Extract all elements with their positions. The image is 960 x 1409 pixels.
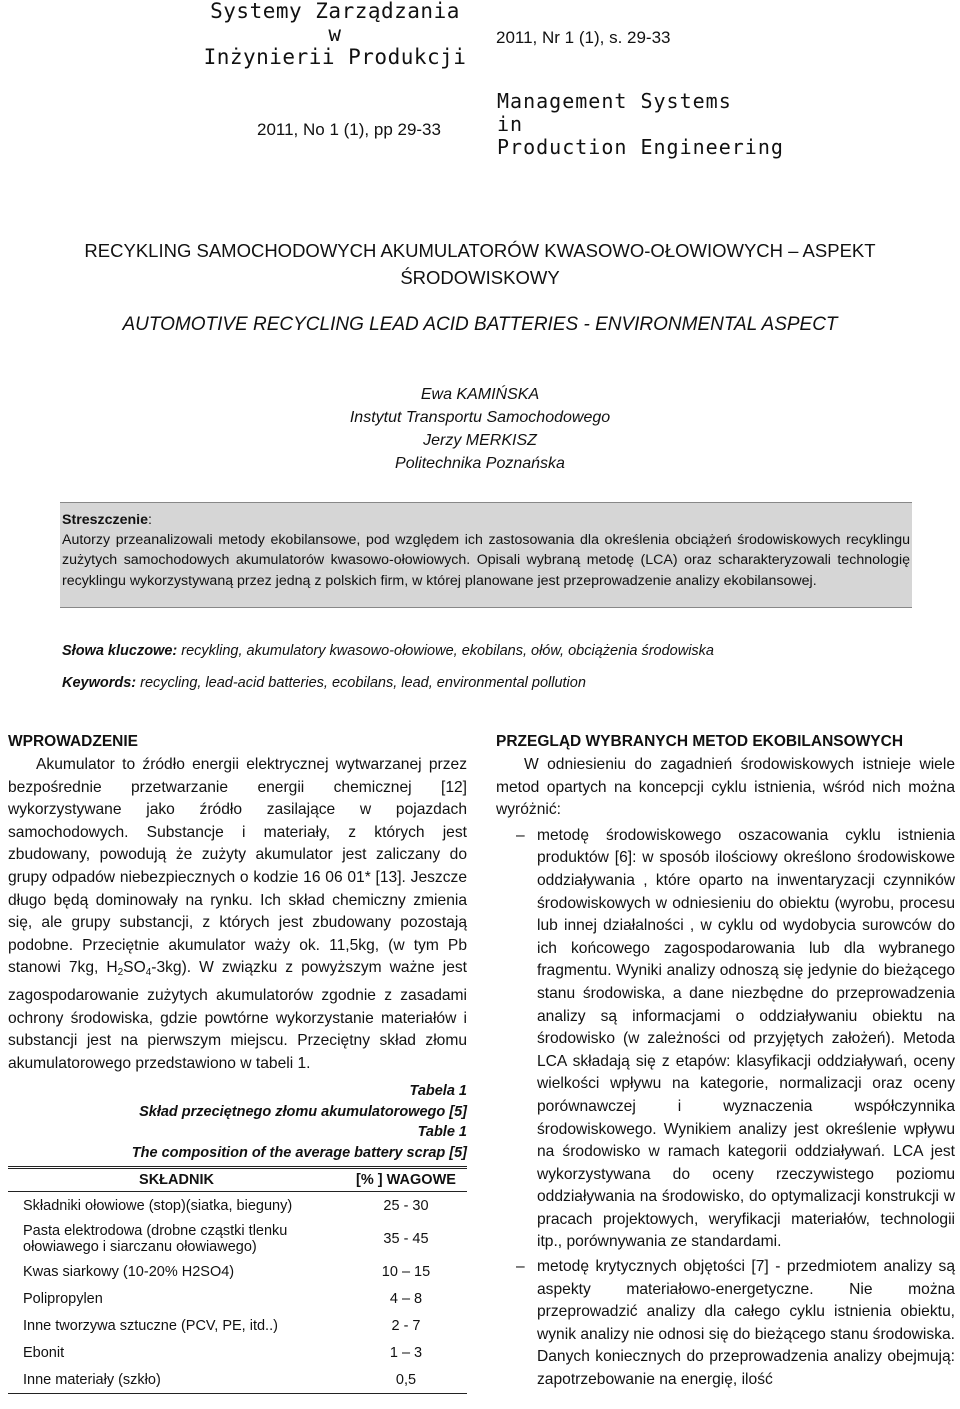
list-item-text: metodę środowiskowego oszacowania cyklu istnienia produktów [6]: w sposób ilościowy określono środowiskowe oddziaływania , które oparto na inwentaryzacji czynników środowiskowych w odniesieniu do obiektu (wyrobu, procesu lub innej działalności , w cyklu od wydobycia surowców do ich końcowego zagospodarowania lub dla wybranego fragmentu. Wyniki analizy odnoszą się jedynie do bieżącego stanu środowiska, a dane niezbędne do przeprowadzenia analizy są informacjami o oddziaływaniu obiektu na środowisko (w zależności od przyjętych założeń). Metoda LCA składają się z etapów: klasyfikacji oddziaływań, oceny wielkości wpływu na kategorie, normalizacji oraz oceny porównawczej i wyznaczenia współczynnika środowiskowego. Wynikiem analizy jest określenie wpływu na środowisko w ramach kategorii oddziaływań. LCA jest wykorzystywana do oceny rzeczywistego poziomu oddziaływania na środowisko, do optymalizacji konstrukcji w pracach projektowych, weryfikacji materiałów, technologii itp., porównywania ze standardami.: [537, 826, 955, 1251]
journal-title-pl-line: w: [328, 22, 342, 46]
table-cell-value: 35 - 45: [383, 1231, 429, 1248]
table-cell-name: Kwas siarkowy (10-20% H2SO4): [23, 1264, 235, 1281]
abstract-label: Streszczenie: [62, 512, 148, 528]
table-row: [8, 1219, 467, 1258]
journal-title-en-line: in: [497, 112, 524, 136]
list-item-text: metodę krytycznych objętości [7] - przedmiotem analizy są aspekty materiałowo-energetyczne. Nie można przeprowadzić analizy dla całego cyklu istnienia obiektu, wynik analizy nie odnosi się do bieżącego stanu środowiska. Danych koniecznych do przeprowadzenia analizy obejmują: zapotrzebowanie na energię, ilość: [537, 1258, 955, 1389]
table-row: [8, 1339, 467, 1366]
journal-title-pl: [200, 0, 470, 69]
list-item: [496, 825, 955, 1254]
citation-en: 2011, No 1 (1), pp 29-33: [257, 120, 441, 139]
journal-title-pl-line: Systemy Zarządzania: [210, 0, 460, 23]
table-caption-en-num: Table 1: [417, 1124, 467, 1141]
author-name: Jerzy MERKISZ: [423, 432, 537, 449]
dash-bullet: –: [516, 1258, 525, 1276]
table-cell-value: 1 – 3: [389, 1345, 423, 1362]
method-list: [496, 825, 955, 1392]
journal-title-en-line: Production Engineering: [497, 135, 784, 159]
author-affiliation: Politechnika Poznańska: [395, 455, 565, 472]
keywords-pl: [62, 643, 714, 659]
journal-title-en-line: Management Systems: [497, 89, 732, 113]
table-row: [8, 1366, 467, 1394]
table-cell-name: Składniki ołowiowe (stop)(siatka, bieguny): [23, 1198, 293, 1215]
table-cell-value: 0,5: [345, 1366, 467, 1394]
table-cell-name: Ebonit: [23, 1345, 65, 1362]
left-column: [8, 733, 467, 1394]
table-caption-pl-num: Tabela 1: [409, 1083, 467, 1100]
table-header-row: [8, 1168, 467, 1192]
abstract-colon: :: [147, 512, 152, 528]
author-name: Ewa KAMIŃSKA: [420, 386, 540, 403]
citation-pl: 2011, Nr 1 (1), s. 29-33: [496, 28, 671, 47]
table-cell-name: Inne tworzywa sztuczne (PCV, PE, itd..): [23, 1318, 278, 1335]
table-cell-name: Pasta elektrodowa (drobne cząstki tlenku ołowiawego i siarczanu ołowiawego): [23, 1223, 288, 1256]
table-header: [% ] WAGOWE: [345, 1168, 467, 1192]
table-row: [8, 1258, 467, 1285]
review-intro: W odniesieniu do zagadnień środowiskowych istnieje wiele metod opartych na koncepcji cyklu istnienia, wśród nich można wyróżnić:: [496, 756, 955, 819]
keywords-en-label: Keywords:: [62, 675, 137, 691]
keywords-pl-text: recykling, akumulatory kwasowo-ołowiowe, ekobilans, ołów, obciążenia środowiska: [177, 643, 714, 659]
table-caption-pl: Skład przeciętnego złomu akumulatorowego [5]: [139, 1103, 467, 1120]
intro-text-a: Akumulator to źródło energii elektrycznej wytwarzanej przez bezpośrednie przetwarzanie energii chemicznej [12] wykorzystywane jako źródło zasilające w pojazdach samochodowych. Substancje i materiały, z których jest zbudowany, powodują że zużyty akumulator jest zaliczany do grupy odpadów niebezpiecznych o kodzie 16 06 01* [13]. Jeszcze długo będą dominowały na rynku. Ich skład chemiczny zmienia się, ale grupy substancji, z których jest zbudowany pozostają podobne. Przeciętnie akumulator waży ok. 11,5kg, (w tym Pb stanowi 7kg, H: [8, 756, 467, 977]
table-cell-name: Inne materiały (szkło): [8, 1366, 345, 1394]
subscript-4: 4: [145, 967, 152, 979]
dash-bullet: –: [516, 826, 525, 844]
section-heading-review: PRZEGLĄD WYBRANYCH METOD EKOBILANSOWYCH: [496, 733, 904, 750]
table-cell-value: 25 - 30: [383, 1198, 429, 1215]
table-caption-en: The composition of the average battery scrap [5]: [131, 1144, 467, 1161]
table-caption: [8, 1081, 467, 1163]
journal-title-en: [497, 90, 784, 159]
keywords-en-text: recycling, lead-acid batteries, ecobilans, lead, environmental pollution: [136, 675, 586, 691]
intro-text-b: -3kg). W związku z powyższym ważne jest zagospodarowanie zużytych akumulatorów zgodnie z zasadami ochrony środowiska, gdzie powtórne wykorzystanie materiałów i substancji jest na pierwszym miejscu. Przeciętny skład złomu akumulatorowego przedstawiono w tabeli 1.: [8, 959, 467, 1072]
intro-so: SO: [123, 959, 146, 977]
list-item: [496, 1256, 955, 1392]
abstract-text: Autorzy przeanalizowali metody ekobilansowe, pod względem ich zastosowania dla określenia obciążeń środowiskowych recyklingu zużytych samochodowych akumulatorów kwasowo-ołowiowych. Opisali wybraną metodę (LCA) oraz scharakteryzowali technologię recyklingu wykorzystywaną przez jedną z polskich firm, w której planowane jest przeprowadzenie analizy ekobilansowej.: [62, 532, 910, 589]
intro-paragraph: [8, 754, 467, 1075]
table-row: [8, 1285, 467, 1312]
authors-block: [0, 383, 960, 475]
right-column: [496, 733, 955, 1394]
composition-table: [8, 1166, 467, 1394]
table-cell-value: 10 – 15: [381, 1264, 431, 1281]
table-header: SKŁADNIK: [8, 1168, 345, 1192]
article-title-en: AUTOMOTIVE RECYCLING LEAD ACID BATTERIES - ENVIRONMENTAL ASPECT: [122, 314, 838, 335]
subscript-2: 2: [117, 967, 124, 979]
keywords-pl-label: Słowa kluczowe:: [62, 643, 178, 659]
table-row: [8, 1192, 467, 1220]
article-title-pl-line: ŚRODOWISKOWY: [400, 267, 560, 288]
article-title-pl: [0, 237, 960, 291]
section-heading-intro: WPROWADZENIE: [8, 733, 139, 750]
journal-title-pl-line: Inżynierii Produkcji: [203, 45, 467, 69]
keywords-en: [62, 675, 586, 691]
table-cell-value: 2 - 7: [391, 1318, 421, 1335]
abstract-box: [60, 502, 912, 608]
table-cell-value: 4 – 8: [389, 1291, 423, 1308]
article-title-pl-line: RECYKLING SAMOCHODOWYCH AKUMULATORÓW KWASOWO-OŁOWIOWYCH – ASPEKT: [84, 240, 876, 261]
author-affiliation: Instytut Transportu Samochodowego: [349, 409, 611, 426]
table-cell-name: Polipropylen: [23, 1291, 103, 1308]
table-row: [8, 1312, 467, 1339]
